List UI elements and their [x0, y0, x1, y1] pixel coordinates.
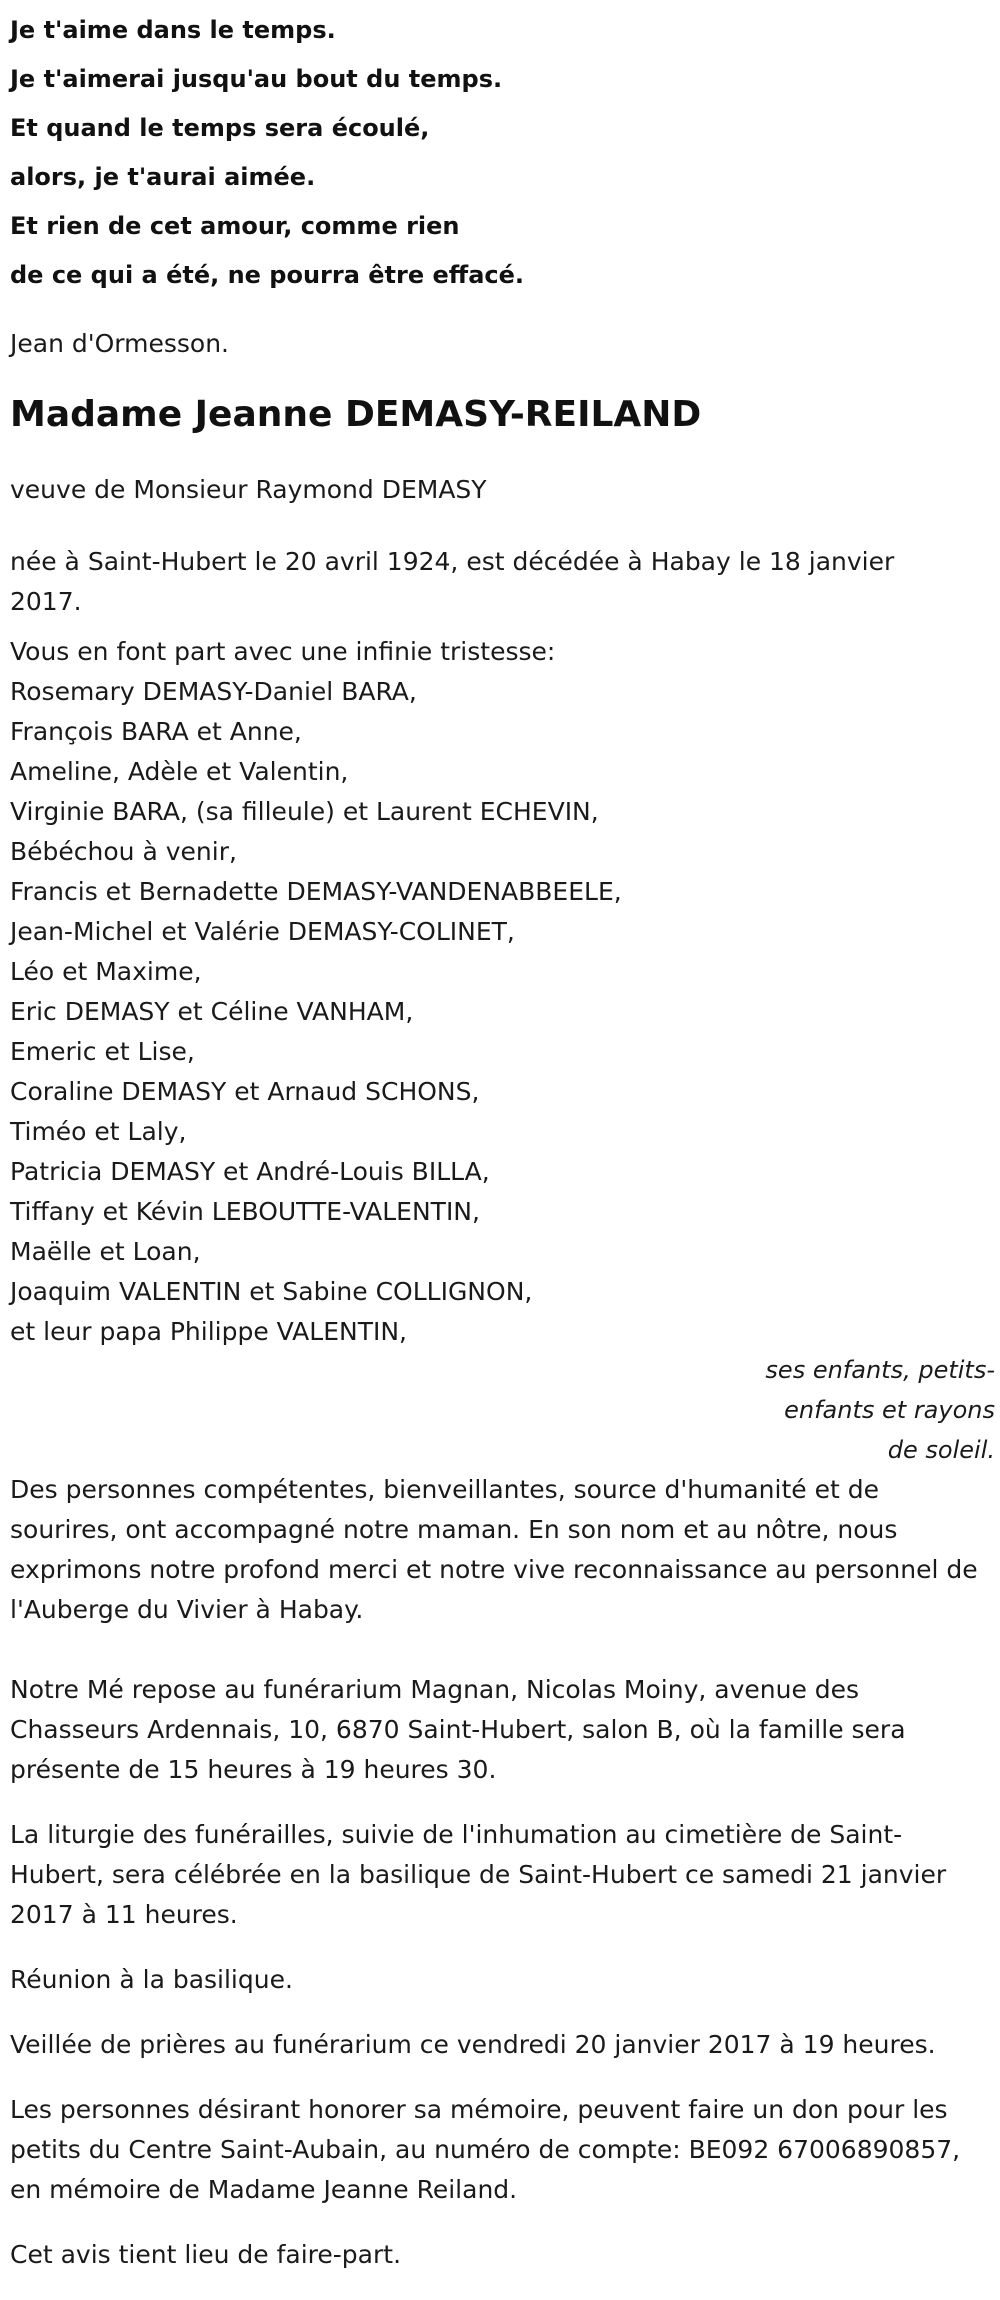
- family-member: Coraline DEMASY et Arnaud SCHONS,: [10, 1077, 480, 1106]
- thanks-paragraph: Des personnes compétentes, bienveillantes, source d'humanité et de sourires, ont accompagné notre maman. En son nom et au nôtre, nous exprimons notre profond merci et notre vive reconnaissance au personnel de l'Auberge du Vivier à Habay.: [10, 1475, 978, 1624]
- deceased-name: Madame Jeanne DEMASY-REILAND: [10, 394, 702, 435]
- family-member: Léo et Maxime,: [10, 957, 202, 986]
- poem-line: Et rien de cet amour, comme rien: [10, 212, 460, 240]
- poem-line: Je t'aimerai jusqu'au bout du temps.: [10, 65, 503, 93]
- family-member: Tiffany et Kévin LEBOUTTE-VALENTIN,: [10, 1197, 480, 1226]
- family-member: Jean-Michel et Valérie DEMASY-COLINET,: [10, 917, 515, 946]
- poem-line: Je t'aime dans le temps.: [10, 16, 336, 44]
- family-list: [10, 672, 995, 1352]
- poem-attribution: Jean d'Ormesson.: [10, 329, 229, 358]
- poem-line: Et quand le temps sera écoulé,: [10, 114, 430, 142]
- family-member: Maëlle et Loan,: [10, 1237, 201, 1266]
- family-member: Timéo et Laly,: [10, 1117, 187, 1146]
- family-member: Emeric et Lise,: [10, 1037, 195, 1066]
- family-caption-line: enfants et rayons: [784, 1396, 995, 1424]
- obituary-notice: [10, 0, 995, 2300]
- repose-paragraph: Notre Mé repose au funérarium Magnan, Nicolas Moiny, avenue des Chasseurs Ardennais, 10, 6870 Saint-Hubert, salon B, où la famille sera présente de 15 heures à 19 heures 30.: [10, 1675, 906, 1784]
- family-member: Patricia DEMASY et André-Louis BILLA,: [10, 1157, 490, 1186]
- poem-line: de ce qui a été, ne pourra être effacé.: [10, 261, 525, 289]
- family-member: et leur papa Philippe VALENTIN,: [10, 1317, 407, 1346]
- family-member: Joaquim VALENTIN et Sabine COLLIGNON,: [10, 1277, 533, 1306]
- meeting-paragraph: Réunion à la basilique.: [10, 1965, 293, 1994]
- family-caption-line: de soleil.: [887, 1436, 995, 1464]
- birth-death-line: née à Saint-Hubert le 20 avril 1924, est décédée à Habay le 18 janvier 2017.: [10, 547, 895, 616]
- family-member: Virginie BARA, (sa filleule) et Laurent ECHEVIN,: [10, 797, 599, 826]
- poem: [10, 0, 995, 300]
- donation-paragraph: Les personnes désirant honorer sa mémoire, peuvent faire un don pour les petits du Centre Saint-Aubain, au numéro de compte: BE092 67006890857, en mémoire de Madame Jeanne Reiland.: [10, 2095, 961, 2204]
- poem-line: alors, je t'aurai aimée.: [10, 163, 316, 191]
- family-member: Bébéchou à venir,: [10, 837, 237, 866]
- family-member: Ameline, Adèle et Valentin,: [10, 757, 349, 786]
- notice-paragraph: Cet avis tient lieu de faire-part.: [10, 2240, 402, 2269]
- liturgy-paragraph: La liturgie des funérailles, suivie de l'inhumation au cimetière de Saint-Hubert, sera célébrée en la basilique de Saint-Hubert ce samedi 21 janvier 2017 à 11 heures.: [10, 1820, 947, 1929]
- family-intro: Vous en font part avec une infinie tristesse:: [10, 637, 556, 666]
- family-member: Rosemary DEMASY-Daniel BARA,: [10, 677, 417, 706]
- family-caption-line: ses enfants, petits-: [765, 1356, 995, 1384]
- vigil-paragraph: Veillée de prières au funérarium ce vendredi 20 janvier 2017 à 19 heures.: [10, 2030, 936, 2059]
- family-member: Francis et Bernadette DEMASY-VANDENABBEELE,: [10, 877, 622, 906]
- family-member: Eric DEMASY et Céline VANHAM,: [10, 997, 414, 1026]
- family-member: François BARA et Anne,: [10, 717, 302, 746]
- family-caption: [10, 1350, 995, 1470]
- widow-of-line: veuve de Monsieur Raymond DEMASY: [10, 475, 487, 504]
